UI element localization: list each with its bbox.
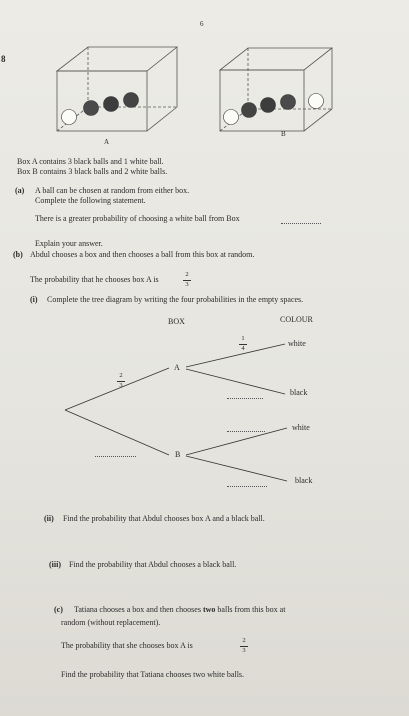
white-ball <box>309 94 324 109</box>
part-b-label: (b) <box>13 250 23 259</box>
white-ball <box>224 110 239 125</box>
branch-a-black <box>186 369 285 394</box>
part-b-iii-text: Find the probability that Abdul chooses a black ball. <box>69 560 237 569</box>
part-c-prob-text: The probability that she chooses box A is <box>61 641 193 650</box>
branch-b-white <box>186 428 287 455</box>
black-ball <box>261 98 276 113</box>
tree-black-label-1: black <box>290 388 308 397</box>
white-ball <box>62 110 77 125</box>
part-a-statement: There is a greater probability of choosing a white ball from Box <box>35 214 240 223</box>
part-b-prob-text: The probability that he chooses box A is <box>30 275 159 284</box>
tree-header-colour: COLOUR <box>280 315 313 324</box>
part-b-iii-label: (iii) <box>49 560 61 569</box>
page-number: 6 <box>200 20 204 28</box>
part-c-line-1 <box>74 606 285 614</box>
part-c-label: (c) <box>54 605 63 614</box>
branch-a-white <box>186 344 285 367</box>
question-number: 8 <box>1 54 6 64</box>
blank-b-black[interactable] <box>227 486 267 487</box>
a-white-probability: $\frac{1}{4}$ <box>239 336 247 352</box>
tree-black-label-2: black <box>295 476 313 485</box>
part-a-label: (a) <box>15 186 25 195</box>
tree-node-a: A <box>174 363 180 372</box>
branch-to-b <box>65 410 169 455</box>
branch-b-black <box>186 456 287 481</box>
blank-box-b[interactable] <box>95 456 136 457</box>
part-a-line-1: A ball can be chosen at random from either box. <box>35 186 190 195</box>
part-b-i-text: Complete the tree diagram by writing the four probabilities in the empty spaces. <box>47 295 304 304</box>
tree-white-label-1: white <box>288 339 306 348</box>
blank-a-black[interactable] <box>227 398 263 399</box>
box-b-label: B <box>281 130 286 138</box>
part-b-i-label: (i) <box>30 295 38 304</box>
part-a-line-2: Complete the following statement. <box>35 196 146 205</box>
box-a-balls <box>62 93 139 125</box>
part-b-intro: Abdul chooses a box and then chooses a ball from this box at random. <box>30 250 255 259</box>
answer-blank-box[interactable] <box>281 223 321 224</box>
tree-white-label-2: white <box>292 423 310 432</box>
black-ball <box>84 101 99 116</box>
part-c-line-1-pre: Tatiana chooses a box and then chooses <box>74 605 201 614</box>
part-b-ii-label: (ii) <box>44 514 54 523</box>
part-b-ii-text: Find the probability that Abdul chooses box A and a black ball. <box>63 514 265 523</box>
box-a-label: A <box>104 138 110 146</box>
box-a-probability: $\frac{2}{3}$ <box>117 373 125 389</box>
black-ball <box>124 93 139 108</box>
part-a-explain: Explain your answer. <box>35 239 103 248</box>
part-c-line-1-post: balls from this box at <box>217 605 286 614</box>
part-c-question: Find the probability that Tatiana chooses two white balls. <box>61 670 245 679</box>
tree-node-b: B <box>175 450 181 459</box>
blank-b-white[interactable] <box>227 431 265 432</box>
black-ball <box>104 97 119 112</box>
part-b-prob-fraction: $\frac{2}{3}$ <box>183 272 191 288</box>
box-b-info: Box B contains 3 black balls and 2 white balls. <box>17 167 168 176</box>
black-ball <box>242 103 257 118</box>
tree-header-box: BOX <box>168 317 185 326</box>
black-ball <box>281 95 296 110</box>
part-c-prob-fraction: $\frac{2}{3}$ <box>240 638 248 654</box>
part-c-line-1-bold: two <box>202 605 216 614</box>
part-c-line-2: random (without replacement). <box>61 618 161 627</box>
box-a-info: Box A contains 3 black balls and 1 white ball. <box>17 157 164 166</box>
